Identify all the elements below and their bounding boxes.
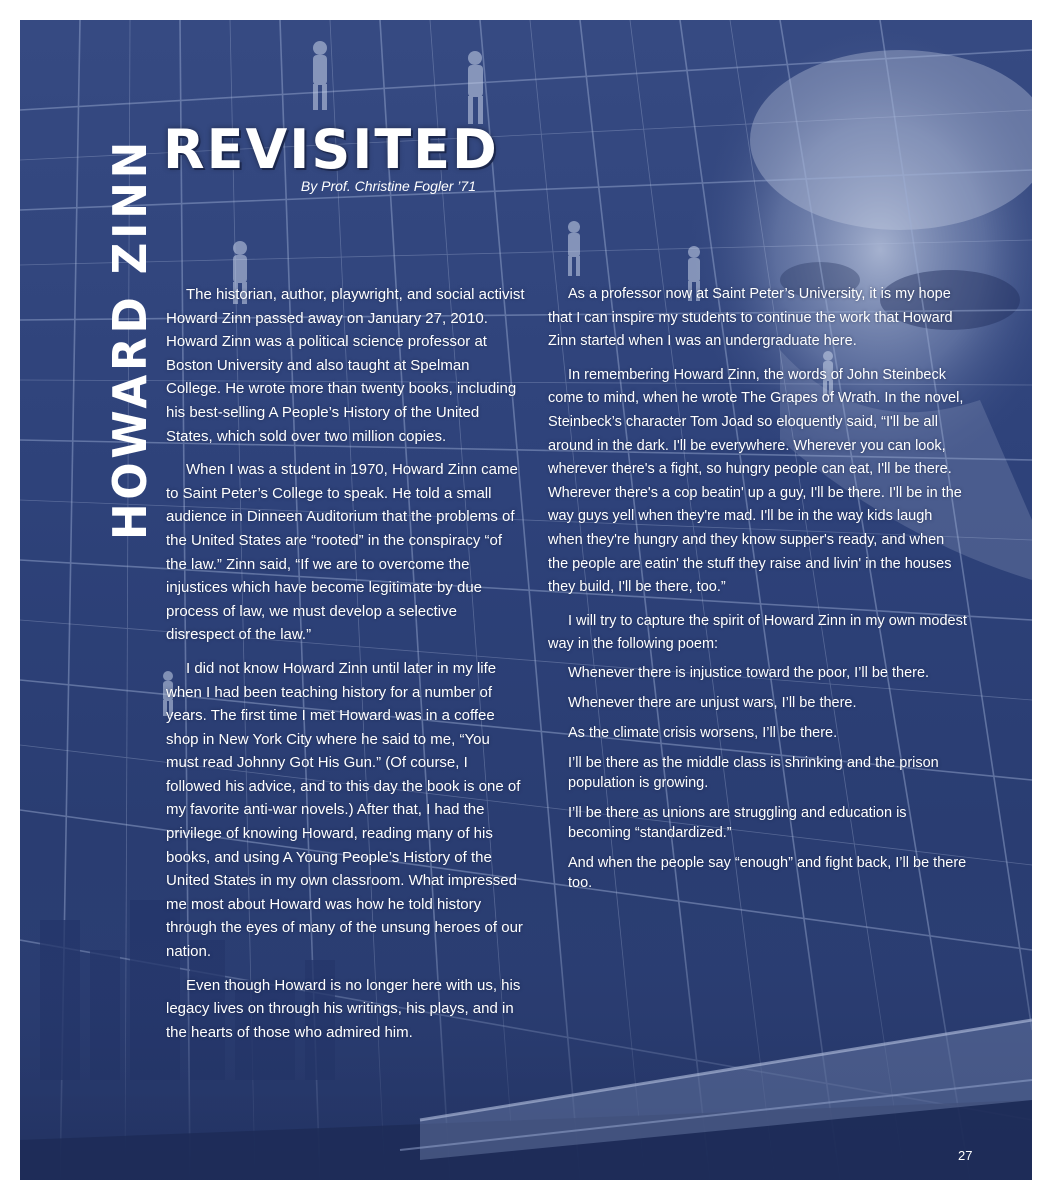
magazine-page <box>20 20 1032 1180</box>
byline: By Prof. Christine Fogler ’71 <box>300 178 476 194</box>
headline: REVISITED <box>163 118 499 181</box>
poem-line: Whenever there are unjust wars, I’ll be there. <box>568 694 857 711</box>
side-title <box>100 130 160 550</box>
poem <box>548 663 968 893</box>
poem-line: As the climate crisis worsens, I’ll be there. <box>568 724 838 741</box>
poem-line: I’ll be there as the middle class is shrinking and the prison population is growing. <box>568 754 939 791</box>
left-paragraph-2: When I was a student in 1970, Howard Zinn came to Saint Peter’s College to speak. He told a small audience in Dinneen Auditorium that the problems of the United States are “rooted” in the conspiracy “of the law.” Zinn said, “If we are to overcome the injustices which have become legitimate by due process of law, we must develop a selective disrespect of the law.” <box>166 461 518 644</box>
left-column <box>166 283 526 1054</box>
left-paragraph-3: I did not know Howard Zinn until later in my life when I had been teaching history for a number of years. The first time I met Howard was in a coffee shop in New York City where he said to me, “You must read Johnny Got His Gun.” (Of course, I followed his advice, and to this day the book is one of my favorite anti-war novels.) After that, I had the privilege of knowing Howard, reading many of his books, and using A Young People’s History of the United States in my own classroom. What impressed me most about Howard was how he told history through the eyes of many of the unsung heroes of our nation. <box>166 659 523 961</box>
poem-line: And when the people say “enough” and fight back, I’ll be there too. <box>568 854 967 891</box>
right-paragraph-2: In remembering Howard Zinn, the words of John Steinbeck come to mind, when he wrote The Grapes of Wrath. In the novel, Steinbeck’s character Tom Joad so eloquently said, “I'll be all around in the dark. I'll be everywhere. Wherever you can look, wherever there's a fight, so hungry people can eat, I'll be there. Wherever there's a cop beatin' up a guy, I'll be there. I'll be in the way guys yell when they're mad. I'll be in the way kids laugh when they're hungry and they know supper's ready, and when the people are eatin' the stuff they raise and livin' in the houses they build, I'll be there, too.” <box>548 366 964 596</box>
poem-line: I’ll be there as unions are struggling and education is becoming “standardized.” <box>568 804 907 841</box>
page-number: 27 <box>958 1148 973 1163</box>
side-title-vertical <box>100 130 160 550</box>
left-paragraph-1: The historian, author, playwright, and social activist Howard Zinn passed away on January 27, 2010. Howard Zinn was a political science professor at Boston University and also taught at Spelman College. He wrote more than twenty books, including his best-selling A People’s History of the United States, which sold over two million copies. <box>166 286 525 445</box>
right-paragraph-3: I will try to capture the spirit of Howard Zinn in my own modest way in the following poem: <box>548 612 967 653</box>
right-column <box>548 283 968 903</box>
side-title-text: HOWARD ZINN <box>103 130 157 540</box>
right-paragraph-1: As a professor now at Saint Peter’s University, it is my hope that I can inspire my students to continue the work that Howard Zinn started when I was an undergraduate here. <box>548 286 953 350</box>
poem-line: Whenever there is injustice toward the poor, I’ll be there. <box>568 664 930 681</box>
left-paragraph-4: Even though Howard is no longer here with us, his legacy lives on through his writings, his plays, and in the hearts of those who admired him. <box>166 976 521 1041</box>
